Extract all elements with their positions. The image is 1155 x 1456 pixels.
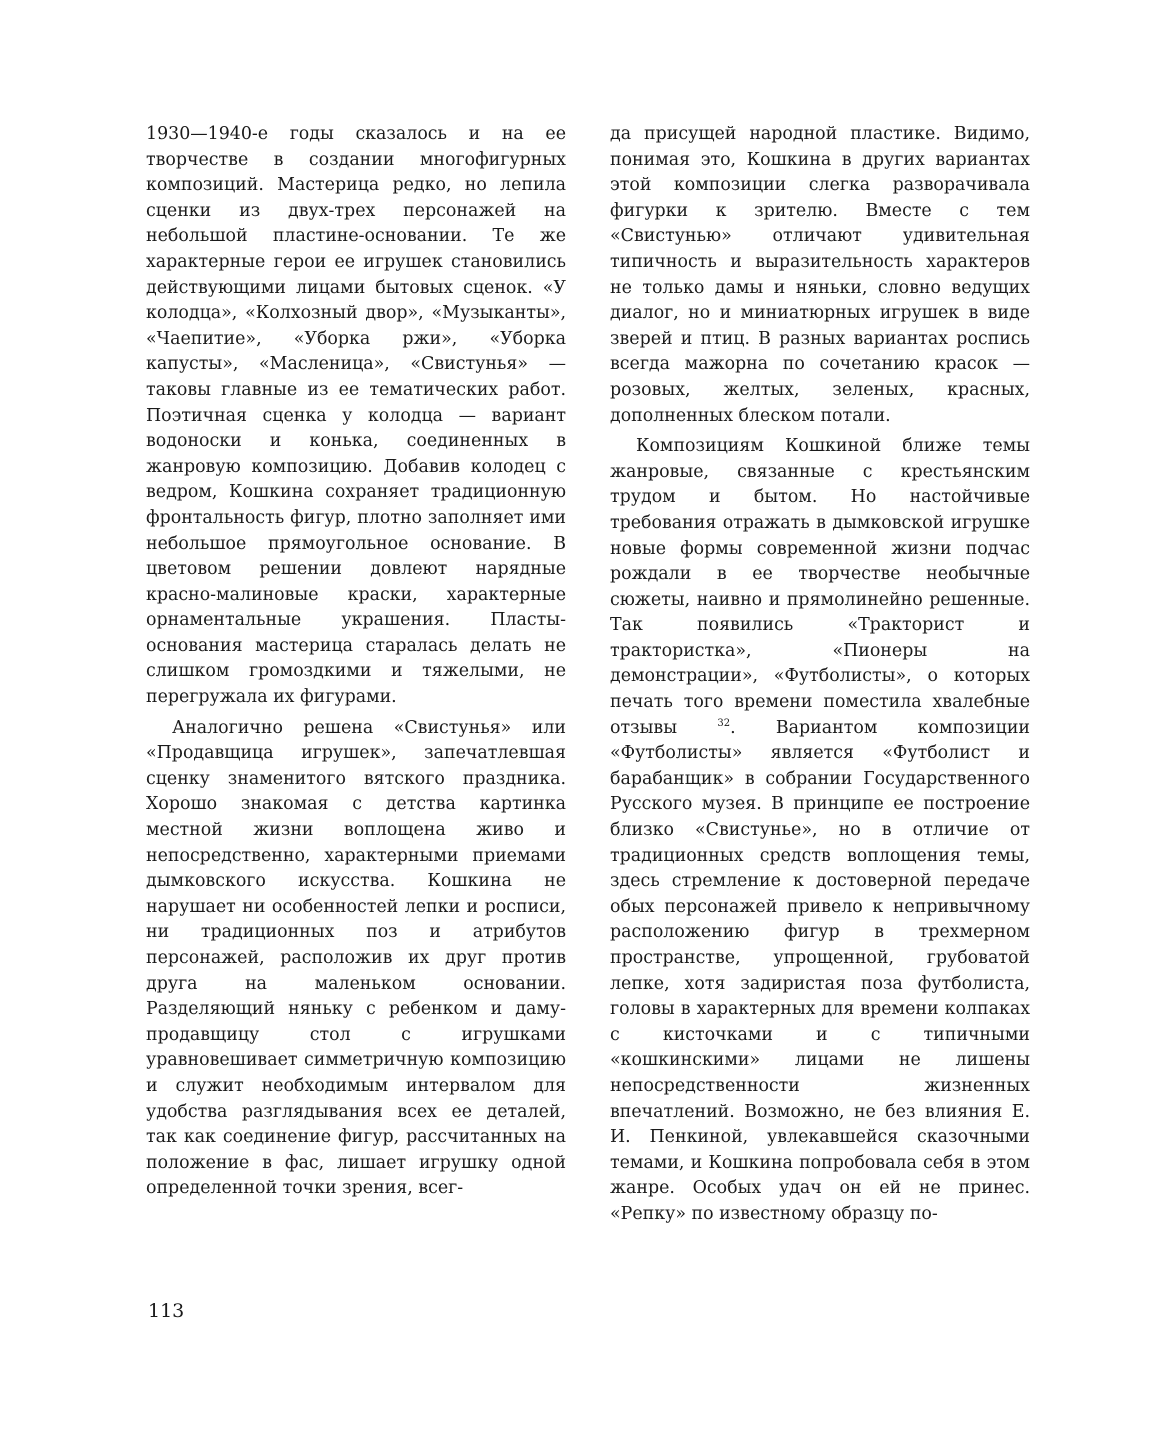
footnote-reference[interactable]: 32 [717, 717, 731, 729]
paragraph-text: Композициям Кошкиной ближе темы жанровые, связанные с крестьянским трудом и бытом. Но настойчивые требования отражать в дымковской игрушке новые формы современной жизни подчас рождали в ее творчестве необычные сюжеты, наивно и прямолинейно решенные. Так появились «Тракторист и трактористка», «Пионеры на демонстрации», «Футболисты», о которых печать того времени поместила хвалебные отзывы [610, 436, 1030, 738]
paragraph: Аналогично решена «Свистунья» или «Продавщица игрушек», запечатлевшая сценку знаменитого вятского праздника. Хорошо знакомая с детства картинка местной жизни воплощена живо и непосредственно, характерными приемами дымковского искусства. Кошкина не нарушает ни особенностей лепки и росписи, ни традиционных поз и атрибутов персонажей, расположив их друг против друга на маленьком основании. Разделяющий няньку с ребенком и даму-продавщицу стол с игрушками уравновешивает симметричную композицию и служит необходимым интервалом для удобства разглядывания всех ее деталей, так как соединение фигур, рассчитанных на положение в фас, лишает игрушку одной определенной точки зрения, всег- [146, 717, 566, 1199]
paragraph: да присущей народной пластике. Видимо, понимая это, Кошкина в других вариантах этой композиции слегка разворачивала фигурки к зрителю. Вместе с тем «Свистунью» отличают удивительная типичность и выразительность характеров не только дамы и няньки, словно ведущих диалог, но и миниатюрных игрушек в виде зверей и птиц. В разных вариантах роспись всегда мажорна по сочетанию красок — розовых, желтых, зеленых, красных, дополненных блеском потали. [610, 124, 1030, 426]
paragraph [610, 434, 1030, 1227]
paragraph: 1930—1940-е годы сказалось и на ее творчестве в создании многофигурных композиций. Мастерица редко, но лепила сценки из двух-трех персонажей на небольшой пластине-основании. Те же характерные герои ее игрушек становились действующими лицами бытовых сценок. «У колодца», «Колхозный двор», «Музыканты», «Чаепитие», «Уборка ржи», «Уборка капусты», «Масленица», «Свистунья» — таковы главные из ее тематических работ. Поэтичная сценка у колодца — вариант водоноски и конька, соединенных в жанровую композицию. Добавив колодец с ведром, Кошкина сохраняет традиционную фронтальность фигур, плотно заполняет ими небольшое прямоугольное основание. В цветовом решении довлеют нарядные красно-малиновые краски, характерные орнаментальные украшения. Пласты-основания мастерица старалась делать не слишком громоздкими и тяжелыми, не перегружала их фигурами. [146, 124, 566, 708]
paragraph-text: . Вариантом композиции «Футболисты» является «Футболист и барабанщик» в собрании Государственного Русского музея. В принципе ее построение близко «Свистунье», но в отличие от традиционных средств воплощения темы, здесь стремление к достоверной передаче обых персонажей привело к непривычному расположению фигур в трехмерном пространстве, упрощенной, грубоватой лепке, хотя задиристая поза футболиста, головы в характерных для времени колпаках с кисточками и с типичными «кошкинскими» лицами не лишены непосредственности жизненных впечатлений. Возможно, не без влияния Е. И. Пенкиной, увлекавшейся сказочными темами, и Кошкина попробовала себя в этом жанре. Особых удач он ей не принес. «Репку» по известному образцу по- [610, 717, 1031, 1224]
right-text-column [610, 122, 1030, 1233]
left-text-column [146, 122, 566, 1207]
page-number: 113 [148, 1300, 185, 1322]
